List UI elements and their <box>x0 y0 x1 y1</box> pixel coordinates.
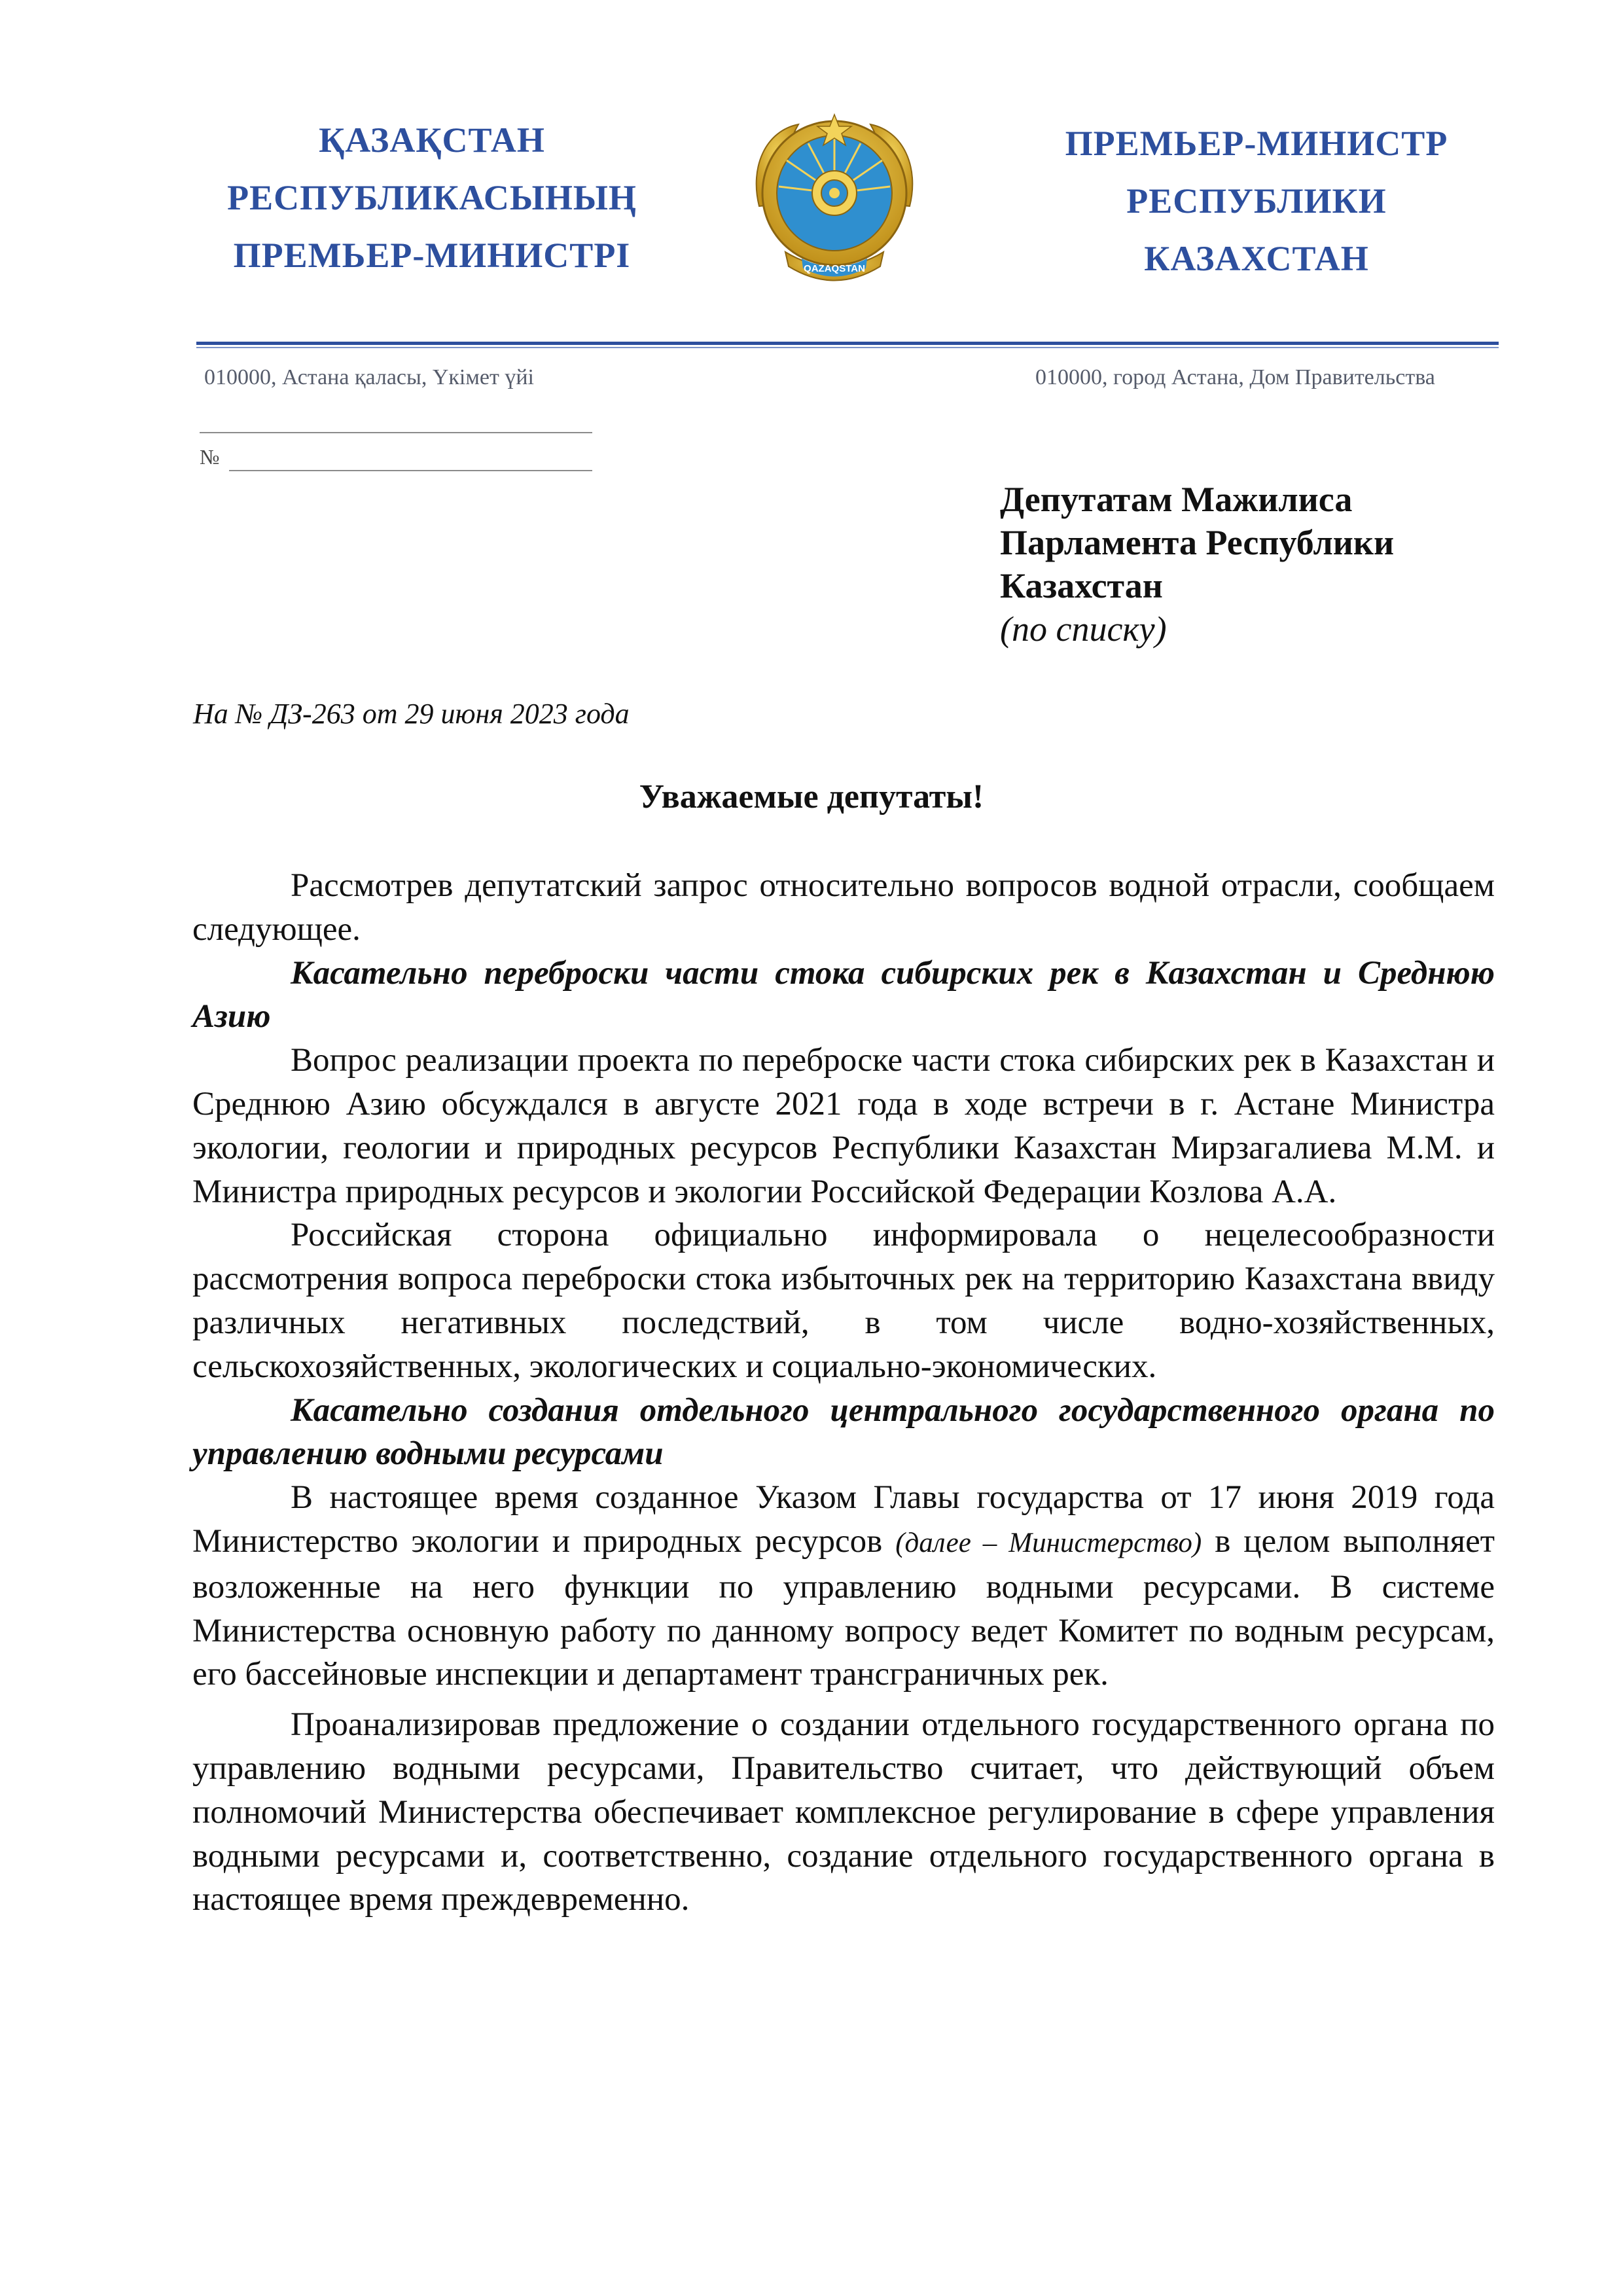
addressee-block <box>1000 478 1394 651</box>
registration-date-line <box>200 432 592 433</box>
body-text: в целом выполняет возложенные на него функции по управлению водными ресурсами. В системе Министерства основную работу по данному вопросу ведет Комитет по водным ресурсам, его бассейновые инспекции и департамент трансграничных рек. <box>192 1522 1495 1693</box>
addressee-note: (по списку) <box>1000 609 1167 649</box>
header-left-title <box>196 111 668 284</box>
header-rule <box>196 342 1499 345</box>
address-kazakh: 010000, Астана қаласы, Үкімет үйі <box>204 365 534 389</box>
addressee-line: Казахстан <box>1000 566 1163 605</box>
body-paragraph: Вопрос реализации проекта по переброске части стока сибирских рек в Казахстан и Среднюю Азию обсуждался в августе 2021 года в ходе встречи в г. Астане Министра экологии, геологии и природных ресурсов Республики Казахстан Мирзагалиева М.М. и Министра природных ресурсов и экологии Российской Федерации Козлова А.А. <box>192 1042 1495 1210</box>
header-right-line: РЕСПУБЛИКИ <box>1126 181 1387 221</box>
body-inline-note: (далее – Министерство) <box>895 1527 1202 1558</box>
header-right-line: КАЗАХСТАН <box>1144 239 1369 278</box>
header-left-line: РЕСПУБЛИКАСЫНЫҢ <box>227 178 637 217</box>
state-emblem-icon <box>746 95 923 298</box>
section-heading: Касательно создания отдельного центрального государственного органа по управлению водными ресурсами <box>192 1391 1495 1473</box>
header-rule-thin <box>196 347 1499 348</box>
section-heading: Касательно переброски части стока сибирских рек в Казахстан и Среднюю Азию <box>192 954 1495 1035</box>
header-left-line: ПРЕМЬЕР-МИНИСТРІ <box>233 236 631 275</box>
letter-body <box>192 864 1495 1922</box>
greeting: Уважаемые депутаты! <box>639 778 984 816</box>
header-left-line: ҚАЗАҚСТАН <box>319 120 545 160</box>
registration-number-label: № <box>200 445 220 469</box>
body-text: В настоящее время созданное Указом Главы государства от 17 июня 2019 года Министерство экологии и природных ресурсов <box>192 1479 1495 1560</box>
reference-number: На № ДЗ-263 от 29 июня 2023 года <box>193 698 630 730</box>
body-paragraph: Проанализировав предложение о создании отдельного государственного органа по управлению водными ресурсами, Правительство считает, что действующий объем полномочий Министерства обеспечивает комплексное регулирование в сфере управления водными ресурсами и, соответственно, создание отдельного государственного органа в настоящее время преждевременно. <box>192 1706 1495 1918</box>
registration-number-line <box>229 470 592 471</box>
body-paragraph: Рассмотрев депутатский запрос относительно вопросов водной отрасли, сообщаем следующее. <box>192 867 1495 948</box>
address-russian: 010000, город Астана, Дом Правительства <box>1035 365 1435 389</box>
body-paragraph <box>192 1476 1495 1696</box>
header-right-line: ПРЕМЬЕР-МИНИСТР <box>1065 124 1448 163</box>
body-paragraph: Российская сторона официально информировала о нецелесообразности рассмотрения вопроса переброски стока избыточных рек на территорию Казахстана ввиду различных негативных последствий, в том числе водно-хозяйственных, сельскохозяйственных, экологических и социально-экономических. <box>192 1217 1495 1385</box>
addressee-line: Парламента Республики <box>1000 523 1395 562</box>
header-right-title <box>1021 115 1492 287</box>
emblem-ribbon-text: QAZAQSTAN <box>804 263 865 274</box>
addressee-line: Депутатам Мажилиса <box>1000 480 1353 519</box>
